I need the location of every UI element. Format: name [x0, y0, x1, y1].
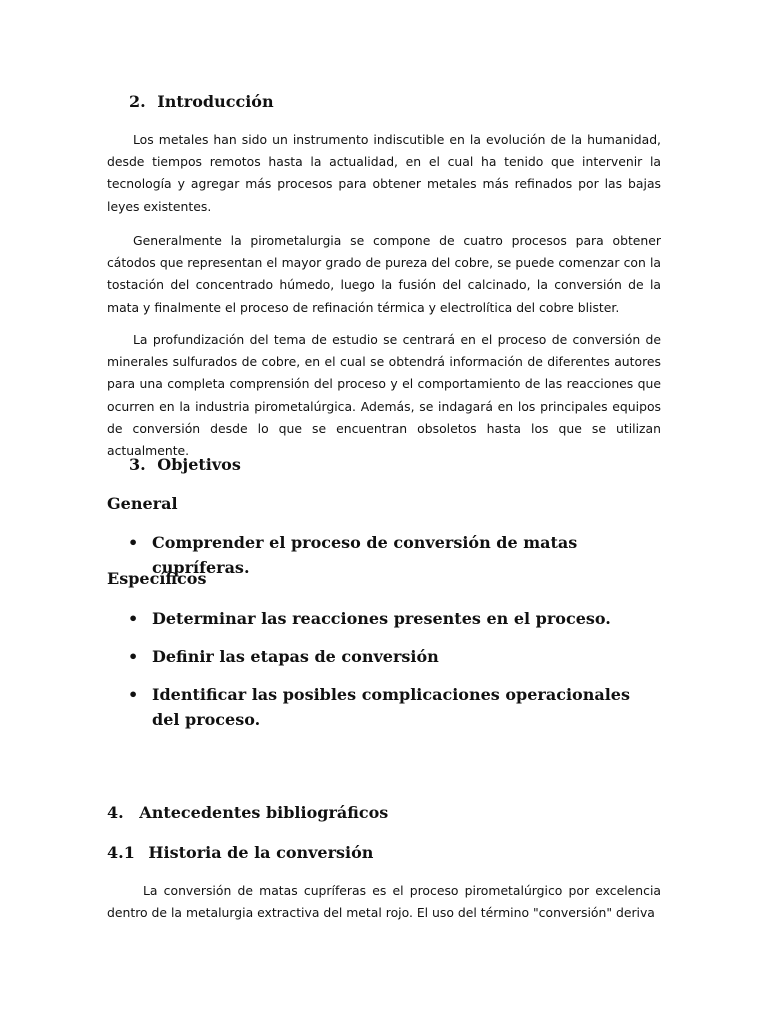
section-title: Introducción — [157, 92, 274, 111]
objective-specific-item — [128, 644, 658, 669]
section-title: Historia de la conversión — [148, 843, 374, 862]
objective-specific-item — [128, 606, 658, 631]
section-number: 2. — [129, 92, 146, 111]
section-number: 4.1 — [107, 843, 135, 862]
objective-specific-item — [128, 682, 658, 732]
section-title: Objetivos — [157, 455, 241, 474]
intro-paragraph-1: Los metales han sido un instrumento indiscutible en la evolución de la humanidad, desde tiempos remotos hasta la actualidad, en el cual ha tenido que intervenir la tecnología y agregar más procesos para obtener metales más refinados por las bajas leyes existentes. — [107, 132, 661, 214]
section-number: 3. — [129, 455, 146, 474]
bullet-icon: • — [128, 685, 139, 704]
subheading-especificos: Específicos — [107, 569, 207, 588]
intro-paragraph-2: Generalmente la pirometalurgia se compone de cuatro procesos para obtener cátodos que representan el mayor grado de pureza del cobre, se puede comenzar con la tostación del concentrado húmedo, luego la fusión del calcinado, la conversión de la mata y finalmente el proceso de refinación térmica y electrolítica del cobre blister. — [107, 233, 661, 315]
objective-text: Definir las etapas de conversión — [152, 647, 439, 666]
intro-paragraph-3: La profundización del tema de estudio se centrará en el proceso de conversión de minerales sulfurados de cobre, en el cual se obtendrá información de diferentes autores para una completa comprensión del proceso y el comportamiento de las reacciones que ocurren en la industria pirometalúrgica. Además, se indagará en los principales equipos de conversión desde lo que se encuentran obsoletos hasta los que se utilizan actualmente. — [107, 332, 661, 459]
section-number: 4. — [107, 803, 124, 822]
section-heading-introduccion — [129, 92, 274, 112]
section-heading-objetivos — [129, 455, 241, 475]
bullet-icon: • — [128, 647, 139, 666]
section-heading-antecedentes — [107, 803, 388, 823]
subheading-general: General — [107, 494, 178, 513]
objective-text: Identificar las posibles complicaciones operacionales del proceso. — [152, 685, 630, 729]
section-title: Antecedentes bibliográficos — [139, 803, 389, 822]
history-paragraph: La conversión de matas cupríferas es el proceso pirometalúrgico por excelencia dentro de la metalurgia extractiva del metal rojo. El uso del término "conversión" deriva — [107, 883, 661, 921]
bullet-icon: • — [128, 609, 139, 628]
objective-text: Determinar las reacciones presentes en el proceso. — [152, 609, 611, 628]
objective-text: Comprender el proceso de conversión de matas cupríferas. — [152, 533, 578, 577]
objective-general-item — [128, 530, 658, 580]
section-heading-historia — [107, 843, 373, 863]
bullet-icon: • — [128, 533, 139, 552]
